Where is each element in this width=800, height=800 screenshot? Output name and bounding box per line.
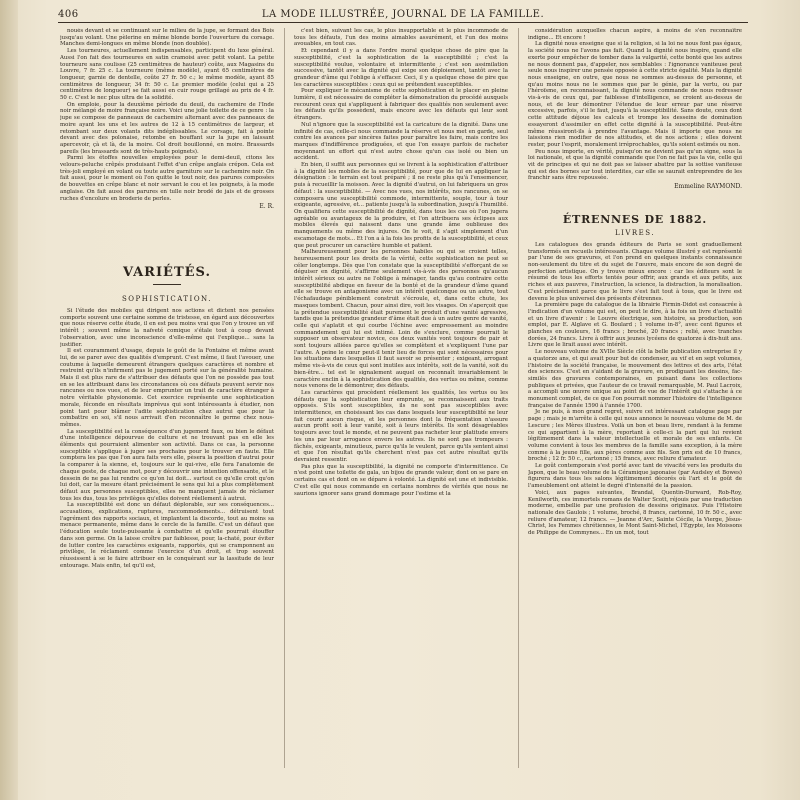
- paragraph: Pas plus que la susceptibilité, la dignité ne comporte d'intermittence. Ce n'est point une toilette de gala, un bijou de grande valeur, dont on se pare en certains cas et dont on se dépare à volonté. La dignité est une et indivisible. C'est elle qui nous commande en certains nombres de vérités que nous ne saurions ignorer sans grand dommage pour l'estime et la: [294, 463, 508, 497]
- section-subtitle: SOPHISTICATION.: [122, 294, 212, 303]
- page-number: 406: [58, 9, 79, 20]
- paragraph: considération auxquelles chacun aspire, à moins de s'en reconnaître indigne... Et encore !: [528, 28, 742, 41]
- paragraph: Pour expliquer le mécanisme de cette sophistication et le placer en pleine lumière, il est nécessaire de compléter la démonstration du procédé auxquels recourent ceux qui s'appliquent à fabriquer des qualités non seulement avec les défauts qu'ils possèdent, mais encore avec les défauts qui leur sont étrangers.: [294, 88, 508, 122]
- page-spine: [0, 0, 18, 800]
- paragraph: En bien, il suffit aux personnes qui se livrent à la sophistication d'attribuer à la dignité les mobiles de la susceptibilité, pour que de lui en appliquer la désignation : le terrain est tout préparé ; il ne reste plus qu'à l'ensemencer, puis à recueillir la moisson. Avec la dignité d'autrui, on lui fabriquera un gros défaut : la susceptibilité. — Avec nos vues, nos intérêts, nos rancunes, on se composera une susceptibilité commode, intermittente, souple, tour à tour exigeante, agressive, et... patiente jusqu'à la subordination, jusqu'à l'humilité. On qualifiera cette susceptibilité de dignité, dans tous les cas où l'on jugera agréable ou avantageux de la produire, et l'on attribuera ses éclipses aux mobiles élevés qui naissent dans une grande âme oublieuse des manquements ou même des injures. On le voit, il s'agit simplement d'un escamotage de mots... Et l'on a à la fois les profits de la susceptibilité, et ceux que peut procurer un caractère humble et patient.: [294, 162, 508, 249]
- paragraph: On emploie, pour la deuxième période du deuil, du cachemire de l'Inde noir mélangé de moire française noire. Voici une jolie toilette de ce genre : la jupe se compose de panneaux de cachemire alternant avec des panneaux de moire ayant les uns et les autres de 12 à 15 centimètres de largeur, et retombant sur deux volants dits indéplissables. Le corsage, fait à pointe devant avec des polonaise, retombe en bouffant sur la jupe en laissant apercevoir, çà et là, de la moire. Col droit bouillonné, en moire. Brassards pareils (les brassards sont de très-hauts poignets).: [60, 101, 274, 155]
- column-1: [60, 28, 274, 768]
- paragraph: Je ne puis, à mon grand regret, suivre cet intéressant catalogue page par page ; mais je m'arrête à celle qui nous annonce le nouveau volume de M. de Lescure ; les Mères illustres. Voilà un bon et beau livre, rendant à la femme ce qui appartient à la mère, reportant à celle-ci la part qui lui revient légitimement dans la valeur intellectuelle et morale de ses enfants. Ce volume convient à tous les membres de la famille sans exception, à la mère comme à la jeune fille, aux pères comme aux fils. Son prix est de 10 francs, broché ; 12 fr. 50 c., cartonné ; 15 francs, avec reliure d'amateur.: [528, 409, 742, 463]
- paragraph: Le goût contemporain s'est porté avec tant de vivacité vers les produits du Japon, que le beau volume de la Céramique japonaise (par Audsley et Bowes) figurera dans tous les salons légitimement décorés où l'art et le goût de l'ameublement ont atteint le degré d'intensité de la passion.: [528, 463, 742, 490]
- column-divider: [284, 28, 285, 768]
- section-subtitle: LIVRES.: [614, 228, 656, 237]
- column-2: [294, 28, 508, 768]
- section-title-varietes: VARIÉTÉS.: [123, 264, 211, 280]
- paragraph: La dignité nous enseigne que si la religion, si la loi ne nous font pas égaux, la société nous ne l'avons pas fait. Quand la dignité nous inspire, quand elle exerte pour empêcher de tomber dans la vulgarité, cette bonté que les autres ne nous donnent pas, d'appeler, nos semblables : l'ignorance vaniteuse peut seule nous inspirer une pensée opposée à cette stricte égalité. Mais la dignité nous enseigne, en outre, que nous ne sommes au-dessus de personne, et qu'au moins nous ne le sommes que par le génie, par la vertu, ou par l'héroïsme, en reconnaissant, la dignité nous commande de nous redresser vis-à-vis de ceux qui, par faiblesse d'intelligence, se croient au-dessus de nous, et de leur démontrer l'étendue de leur erreur par une réserve excessive, parfois, s'il le faut, jusqu'à la susceptibilité. Sans doute, ceux dont cette attitude déjoue les calculs et trompe les desseins de domination essayeront d'assimiler en effet cette dignité à la susceptibilité. Peut-être même réussiront-ils à prendre l'avantage. Mais il importe que nous ne laissions rien modifier de nos attitudes, et de nos actions ; elles doivent rester, pour l'esprit, moralement irréprochables, qu'ils soient estimés ou non.: [528, 41, 742, 148]
- section-title-etrennes: ÉTRENNES DE 1882.: [562, 212, 708, 226]
- paragraph: noués devant et se continuant sur le milieu de la jupe, se formant des Bois jusqu'au volant. Une pèlerine en même blonde borde l'ouverture du corsage. Manches demi-longues en même blonde (non doublée).: [60, 28, 274, 48]
- author-signature: Emmeline RAYMOND.: [674, 183, 742, 191]
- paragraph: Les caractères qui procèdent réellement les qualités, les vertus ou les défauts que la sophistication leur emprunte, se reconnaissent aux traits opposés. S'ils sont susceptibles, ils ne sont pas susceptibles avec intermittence, en choisissant les cas dans lesquels leur susceptibilité ne leur fait courir aucun risque, et les personnes dont la fréquentation n'assure aucun profit soit à leur vanité, soit à leurs intérêts. Ils sont désagréables toujours avec tout le monde, et ne peuvent pas racheter leur platitude envers les uns par leur arrogance envers les autres. Ils ne sont pas trompeurs : fâchés, exigeants, minutieux, parce qu'ils le veulent, parce qu'ils sentent ainsi et que l'on résultat qu'ils cherchent n'est pas cet autre résultat qu'ils devraient ressentir.: [294, 389, 508, 463]
- paragraph: Le nouveau volume du XVIIe Siècle clôt la belle publication entreprise il y a quatorze ans, et qui avait pour but de condenser, au vif et en sept volumes, l'histoire de la société française, le mouvement des lettres et des arts, l'état des sciences. C'est en s'aidant de la gravure, en prodiguant les dessins, fac-similés des gravures contemporaines, en puisant dans les collections publiques et privées, que l'auteur de ce travail remarquable, M. Paul Lacroix, a accompli une œuvre unique au point de vue de l'intérêt qui s'attache à ce monument complet, de ce que l'on pourrait nommer l'histoire de l'intelligence française de l'année 1590 à l'année 1700.: [528, 349, 742, 409]
- paragraph: Malheureusement pour les personnes habiles ou qui se croient telles, heureusement pour les droits de la vérité, cette sophistication ne peut se céler longtemps. Dès que l'on constate que la susceptibilité s'efforçant de se déguiser en dignité, s'affirme seulement vis-à-vis des personnes qu'aucun intérêt sérieux ou autre ne l'oblige à ménager, tandis qu'au contraire cette susceptibilité abdique en faveur de la bonté et de la grandeur d'âme quand elle se trouve en antagonisme avec un intérêt quelconque ou un autre, tout l'échafaudage péniblement construit s'écroule, et, dans cette chute, les masques tombent. Chacun, pour ainsi dire, voit les visages. On s'aperçoit que la prétendue susceptibilité était purement le produit d'une vanité agressive, tandis que la prétendue grandeur d'âme était due à un autre genre de vanité, celle qui s'aplatit et qui courbe l'échine avec empressement au moindre commandement qui lui est intimé. Loin de s'exclure, comme pourrait le supposer un observateur novice, ces deux vanités vont toujours de pair et sont toujours alliées parce qu'elles se complètent et s'expliquent l'une par l'autre. A peine le cœur peut-il tenir lieu de forces qui sont nécessaires pour les situations dans lesquelles il faut savoir se présenter ; exigeant, arrogant même vis-à-vis de ceux qui sont inutiles aux intérêts, soit de la vanité, soit du bien-être... tel est le signalement auquel on reconnaît invariablement le caractère enclin à la sophistication des qualités, des vertus ou même, comme nous venons de le démontrer, des défauts.: [294, 249, 508, 390]
- spacer: [60, 217, 274, 251]
- paragraph: Si l'étude des mobiles qui dirigent nos actions et dictent nos pensées comporte souvent une certaine somme de tristesse, en égard aux découvertes que nous réserve cette étude, il en est peu moins vrai que l'on y trouve un vif intérêt ; souvent même la naïveté comique s'étale tout à coup devant l'observation, avec une inconscience d'elle-même qui l'explique... sans la justifier.: [60, 307, 274, 348]
- paragraph: c'est bien, suivant les cas, le plus insupportable et le plus incommode de tous les défauts, l'un des moins aimables assurément, et l'un des moins avouables, en tout cas.: [294, 28, 508, 48]
- page-header: [58, 8, 748, 23]
- paragraph: Il est couramment d'usage, depuis le goût de la Fontaine et même avant lui, de se parer avec des qualités d'emprunt. C'est même, il faut l'avouer, une coutume à laquelle demeurent étrangers quelques caractères et nombre et restreint qu'ils n'infirment pas le jugement porté sur la généralité humaine. Mais il est plus rare de s'attribuer des défauts que l'on ne possède pas tout en se les attribuant dans les circonstances où ces défauts peuvent servir nos rancunes ou nos vues, et de leur emprunter un trait de caractère étranger à notre véritable physionomie. Cet exercice représente une sophistication morale, féconde en résultats imprévus qui sont intéressants à étudier, non point tant pour blâmer l'adite sophistication chez autrui que pour la combattre en soi, s'il nous arrivait d'en reconnaître le germe chez nous-mêmes.: [60, 348, 274, 428]
- paragraph: Nul n'ignore que la susceptibilité est la caricature de la dignité. Dans une infinité de cas, celle-ci nous commande la réserve et nous met en garde, seul contre les avances par sincères faites pour paraître les faire, mais contre les marques d'indifférence prodiguées, et que l'on essaye parfois de racheter moyennant un effort qui n'est autre chose qu'un cas isolé ou bien un accident.: [294, 121, 508, 162]
- paragraph: Les tourneures, actuellement indispensables, participent du luxe général. Aussi l'on fait des tourneures en satin cramoisi avec petit volant. La petite tourneure sans coulisse (25 centimètres de hauteur) coûte, aux Magasins du Louvre, 7 fr. 25 c. La tourneure (même modèle), ayant 65 centimètres de longueur, garnie de dentelle, coûte 27 fr. 50 c.; le même modèle, ayant 85 centimètres de longueur, 34 fr. 50 c. Le premier modèle (celui qui a 25 centimètres de longueur) se fait aussi en cuir rouge grillagé au prix de 4 fr. 50 c. C'est le nec plus ultra de la solidité.: [60, 48, 274, 102]
- running-title: LA MODE ILLUSTRÉE, JOURNAL DE LA FAMILLE.: [261, 9, 545, 20]
- title-rule: [153, 284, 181, 285]
- paragraph: Les catalogues des grands éditeurs de Paris se sont graduellement transformés en recueils intéressants. Chaque volume illustré y est représenté par l'une de ses gravures, et l'on prend en quelques instants connaissance non-seulement du titre et du sujet de l'œuvre, mais encore de son degré de perfection artistique. On y trouve mieux encore : car les éditeurs sont le résumé de tous les efforts tentés pour offrir, aux grands et aux petits, aux riches et aux pauvres, l'instruction, la science, la distraction, la moralisation. C'est précisément parce que le livre s'est fait tout à tous, que le livre est devenu le plus universel des présents d'étrennes.: [528, 241, 742, 302]
- paragraph: Voici, aux pages suivantes, Brandal, Quentin-Durward, Rob-Roy, Kenilworth, ces immortels romans de Walter Scott, réjouis par une traduction moderne, embellie par une profusion de dessins originaux. Puis l'Histoire nationale des Gaulois ; 1 volume, broché, 8 francs, cartonné, 10 fr. 50 c., avec reliure d'amateur, 12 francs. — Jeanne d'Arc, Sainte Cécile, la Vierge, Jésus-Christ, les Femmes chrétiennes, le Mont Saint-Michel, l'Égypte, les Moissons de Philippe de Commynes... En un mot, tout: [528, 489, 742, 537]
- paragraph: La susceptibilité est donc un défaut déplorable, sur ses conséquences... accusations, explications, ruptures, raccommodements... détruisent tout l'agrément des rapports sociaux, et implantent la discorde, tout au moins sa menace permanente, même dans le cercle de la famille. C'est un défaut que l'éducation seule toute-puissante à combattre et qu'elle pourrait étouffer dans son germe. On la laisse croître par faiblesse, pour, la-chaté, pour éviter de lutter contre les caractères exigeants, rapportés, qui se cramponnent au privilège, le réclament comme l'exercice d'un droit, et trop souvent réussissent à se le faire attribuer en le conquérant sur la lassitude de leur entourage. Mais enfin, tel qu'il est,: [60, 502, 274, 569]
- column-divider: [518, 28, 519, 768]
- paragraph: Peu nous importe, en vérité, puisqu'on ne devient pas qu'un signe, sous la loi nationale, et que la dignité commande que l'on ne fait pas la vie, celle qui vit de principes et qui ne doit pas se laisser abattre par la sottise vaniteuse qui est des bornes sur tout interdites, car elle se saurait entreprendre de les franchir sans être repoussée.: [528, 148, 742, 182]
- paragraph: La première page du catalogue de la librairie Firmin-Didot est consacrée à l'indication d'un volume qui est, on peut le dire, à la fois un livre d'actualité et un livre d'avenir : le Louvre électrique, son histoire, sa production, son emploi, par E. Alglave et G. Boulard ; 1 volume in-8°, avec cent figures et planches en couleurs, 16 francs ; broché, 20 francs ; relié, avec tranches dorées, 24 francs. Livre à offrir aux jeunes lycéens de quatorze à dix-huit ans. Livre que le lirait aussi avec intérêt.: [528, 302, 742, 349]
- column-3: [528, 28, 742, 768]
- paragraph: Parmi les étoffes nouvelles employées pour le demi-deuil, citons les velours-peluche crêpés produisant l'effet d'un crêpe anglais crépon. Cela est très-joli employé en volant ou toute autre garniture sur le cachemire noir. On fait aussi, pour le moment où l'on quitte le tout noir, des parures composées de bouvettes en crêpe blanc et noir servant le cou et les poignets, à la mode anglaise. On fait aussi des parures en tulle noir brodé de jais et de grosses ruches d'encolure en broderie de perles.: [60, 155, 274, 202]
- paragraph: Et cependant il y a dans l'ordre moral quelque chose de pire que la susceptibilité, c'est la sophistication de la susceptibilité ; c'est la susceptibilité voulue, volontaire et intermittente ; c'est son assimilation successive, tantôt avec la dignité qui exige son déploiement, tantôt avec la grandeur d'âme qui l'oblige à s'effacer. Ceci, il y a quelque chose de pire que les caractères susceptibles : ceux qui se prétendent susceptibles.: [294, 48, 508, 88]
- author-signature: E. R.: [259, 203, 274, 211]
- paragraph: La susceptibilité est la conséquence d'un jugement faux, ou bien le défaut d'une intelligence dépourvue de culture et ne trouvant pas en elle les éléments qui pourraient alimenter son activité. Dans ce cas, la personne susceptible s'applique à juger ses prochains pour le trouver en faute. Elle comptera les pas que l'on aura faits vers elle, pèsera la position d'autrui pour la comparer à la sienne, et, toujours sur le qui-vive, elle fera l'anatomie de chaque geste, de chaque mot, pour y découvrir une intention offensante, et le dessein de ne pas lui rendre ce qu'on lui doit... surtout ce qu'elle croit qu'on lui doit, car la mesure étant précisément le sens qui lui a plus complètement défaut aux personnes susceptibles, elles ne manquent jamais de réclamer tous les dus, tous les privilèges qu'elles doivent réellement à autrui.: [60, 428, 274, 502]
